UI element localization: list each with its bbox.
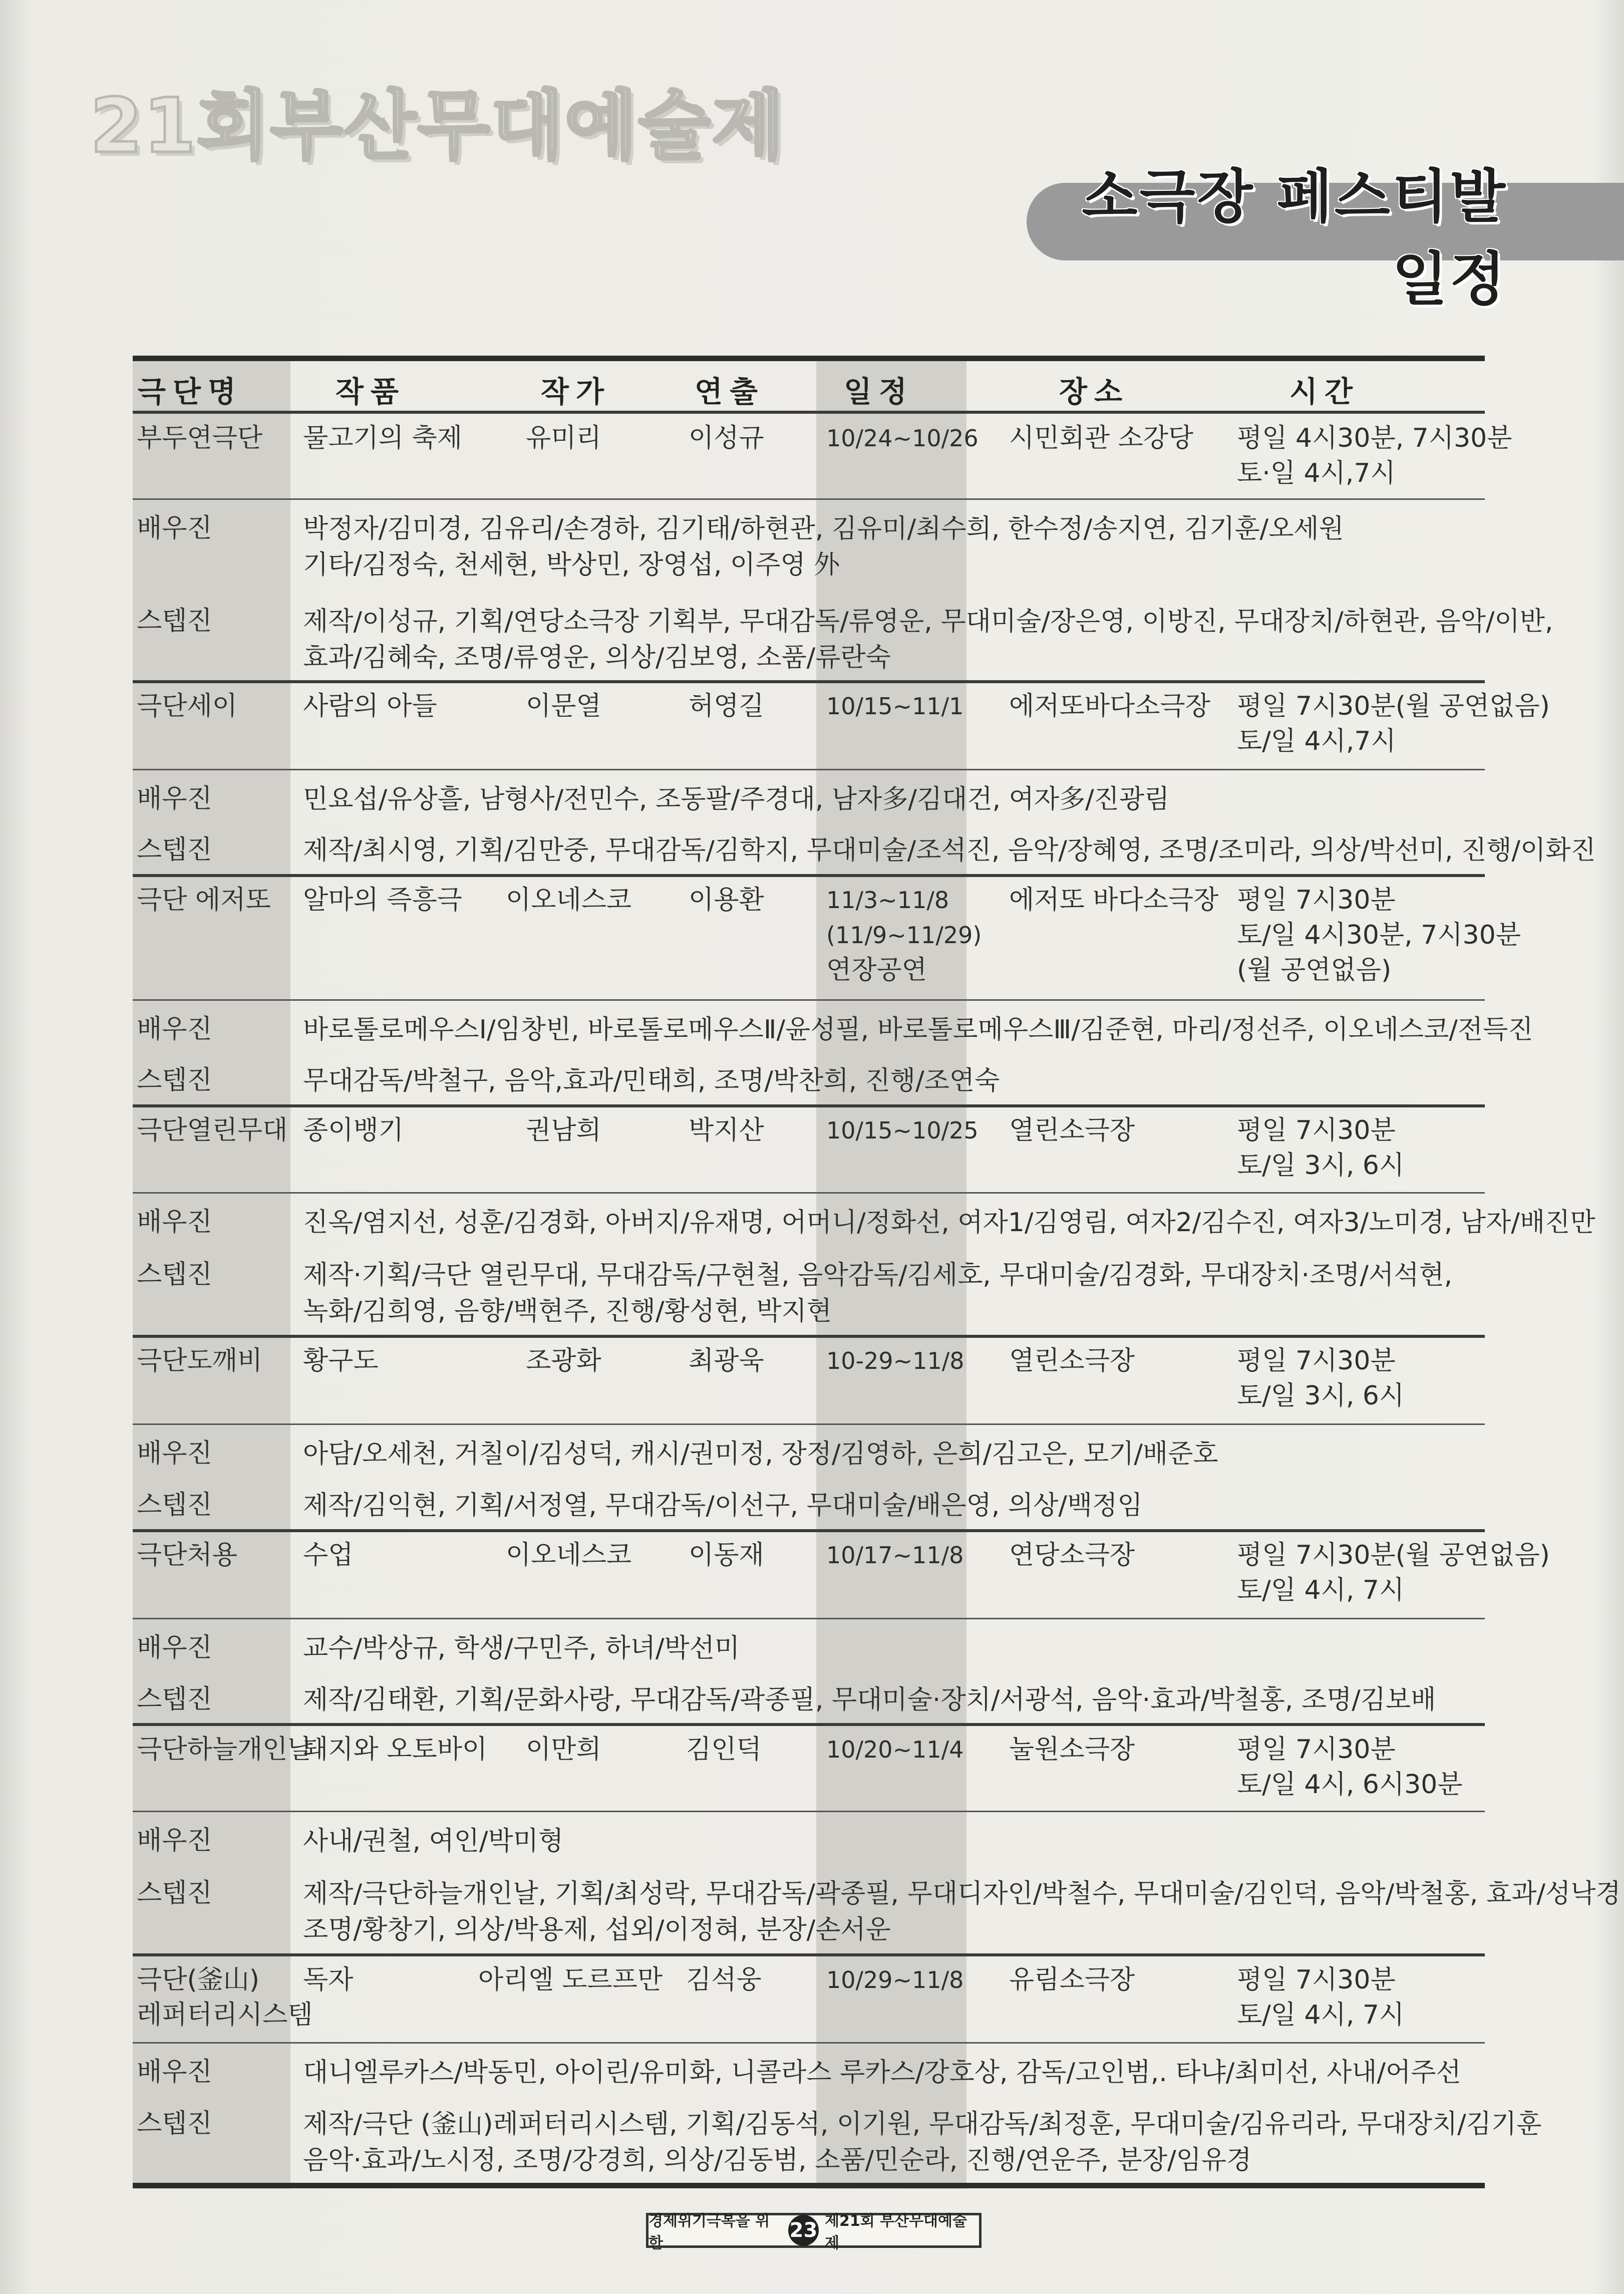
director-name: 김석웅: [686, 1965, 762, 1995]
staff-label: 스텝진: [137, 1260, 212, 1290]
time-line: 토/일 3시, 6시: [1237, 1151, 1405, 1181]
director-name: 이동재: [689, 1540, 764, 1570]
staff-line: 녹화/김희영, 음향/백현주, 진행/황성현, 박지현: [303, 1296, 832, 1326]
work-title: 독자: [303, 1965, 354, 1995]
troupe-name: 극단(釜山): [137, 1965, 260, 1995]
row-divider: [133, 1423, 1485, 1425]
writer-name: 이오네스코: [506, 1540, 632, 1570]
time-line: 평일 7시30분: [1237, 885, 1396, 915]
row-divider: [133, 999, 1485, 1001]
staff-line: 제작/최시영, 기획/김만중, 무대감독/김학지, 무대미술/조석진, 음악/장혜영, 조명/조미라, 의상/박선미, 진행/이화진: [303, 835, 1596, 866]
festival-header: 21회부산무대예술제: [90, 83, 785, 170]
entry-divider: [133, 1953, 1485, 1956]
time-line: 평일 7시30분: [1237, 1346, 1396, 1376]
entry-divider: [133, 1104, 1485, 1107]
work-title: 종이뱅기: [303, 1115, 404, 1145]
cast-line: 교수/박상규, 학생/구민주, 하녀/박선미: [303, 1633, 740, 1663]
time-line: 토/일 4시, 6시30분: [1237, 1770, 1463, 1800]
staff-line: 제작/김태환, 기획/문화사랑, 무대감독/곽종필, 무대미술·장치/서광석, 음악·효과/박철홍, 조명/김보배: [303, 1685, 1436, 1715]
date-range: (11/9~11/29): [826, 922, 982, 949]
cast-label: 배우진: [137, 1207, 212, 1237]
entry-divider: [133, 1723, 1485, 1726]
time-line: 토·일 4시,7시: [1237, 458, 1396, 488]
venue-name: 눌원소극장: [1009, 1735, 1135, 1765]
date-range: 11/3~11/8: [826, 887, 949, 914]
time-line: 토/일 4시,7시: [1237, 726, 1396, 756]
staff-label: 스텝진: [137, 835, 212, 865]
date-range: 10-29~11/8: [826, 1347, 964, 1374]
cast-line: 진옥/염지선, 성훈/김경화, 아버지/유재명, 어머니/정화선, 여자1/김영림, 여자2/김수진, 여자3/노미경, 남자/배진만: [303, 1208, 1595, 1238]
venue-name: 열린소극장: [1009, 1346, 1135, 1376]
cast-line: 바로톨로메우스Ⅰ/임창빈, 바로톨로메우스Ⅱ/윤성필, 바로톨로메우스Ⅲ/김준현, 마리/정선주, 이오네스코/전득진: [303, 1015, 1533, 1045]
troupe-name: 극단세이: [137, 691, 237, 721]
cast-line: 아담/오세천, 거칠이/김성덕, 캐시/권미정, 장정/김영하, 은희/김고은, 모기/배준호: [303, 1439, 1218, 1469]
date-range: 10/15~10/25: [826, 1117, 979, 1144]
writer-name: 아리엘 도르프만: [478, 1965, 663, 1995]
footer-left-text: 경제위기극복을 위한: [648, 2212, 770, 2252]
troupe-name: 극단 에저또: [137, 885, 271, 915]
director-name: 최광욱: [689, 1346, 764, 1376]
time-line: 평일 7시30분(월 공연없음): [1237, 691, 1550, 721]
troupe-name: 부두연극단: [137, 423, 263, 453]
cast-line: 민요섭/유상흘, 남형사/전민수, 조동팔/주경대, 남자多/김대건, 여자多/진광림: [303, 784, 1170, 814]
staff-line: 음악·효과/노시정, 조명/강경희, 의상/김동범, 소품/민순라, 진행/연운주, 분장/임유경: [303, 2145, 1252, 2175]
work-title: 황구도: [303, 1346, 379, 1376]
director-name: 박지산: [689, 1115, 764, 1145]
staff-label: 스텝진: [137, 2109, 212, 2139]
venue-name: 연당소극장: [1009, 1540, 1135, 1570]
header-director: 연출: [695, 375, 765, 409]
troupe-name: 극단하늘개인날: [137, 1735, 313, 1765]
date-range: 10/17~11/8: [826, 1542, 964, 1569]
venue-name: 에저또 바다소극장: [1009, 885, 1219, 915]
director-name: 이성규: [689, 423, 764, 453]
staff-label: 스텝진: [137, 1490, 212, 1520]
header-writer: 작가: [541, 375, 611, 409]
staff-line: 제작/김익현, 기획/서정열, 무대감독/이선구, 무대미술/배은영, 의상/백정임: [303, 1491, 1143, 1521]
staff-line: 제작/극단하늘개인날, 기획/최성락, 무대감독/곽종필, 무대디자인/박철수, 무대미술/김인덕, 음악/박철홍, 효과/성낙경: [303, 1879, 1621, 1909]
header-work: 작품: [336, 375, 406, 409]
cast-label: 배우진: [137, 1826, 212, 1856]
staff-line: 효과/김혜숙, 조명/류영운, 의상/김보영, 소품/류란숙: [303, 643, 891, 673]
time-line: (월 공연없음): [1237, 955, 1392, 985]
time-line: 토/일 4시, 7시: [1237, 1575, 1405, 1605]
staff-label: 스텝진: [137, 606, 212, 636]
time-line: 평일 4시30분, 7시30분: [1237, 423, 1512, 453]
troupe-name: 극단처용: [137, 1540, 237, 1570]
staff-line: 조명/황창기, 의상/박용제, 섭외/이정혀, 분장/손서운: [303, 1915, 891, 1945]
row-divider: [133, 769, 1485, 770]
header-time: 시간: [1289, 375, 1360, 409]
table-bottom-rule: [133, 2183, 1485, 2188]
staff-line: 무대감독/박철구, 음악,효과/민태희, 조명/박찬희, 진행/조연숙: [303, 1066, 1000, 1096]
time-line: 토/일 3시, 6시: [1237, 1381, 1405, 1411]
header-bottom-rule: [133, 411, 1485, 414]
staff-label: 스텝진: [137, 1684, 212, 1714]
time-line: 토/일 4시, 7시: [1237, 2000, 1405, 2030]
date-range: 10/20~11/4: [826, 1736, 964, 1763]
time-line: 평일 7시30분: [1237, 1115, 1396, 1145]
venue-name: 유림소극장: [1009, 1965, 1135, 1995]
entry-divider: [133, 680, 1485, 683]
date-note: 연장공연: [826, 955, 927, 985]
cast-label: 배우진: [137, 1014, 212, 1044]
entry-divider: [133, 1529, 1485, 1532]
page-footer: [646, 2212, 982, 2252]
cast-label: 배우진: [137, 2057, 212, 2087]
cast-line: 박정자/김미경, 김유리/손경하, 김기태/하현관, 김유미/최수희, 한수정/송지연, 김기훈/오세원: [303, 514, 1344, 544]
writer-name: 유미리: [526, 423, 601, 453]
venue-name: 시민회관 소강당: [1009, 423, 1194, 453]
troupe-name: 극단도깨비: [137, 1346, 263, 1376]
time-line: 평일 7시30분(월 공연없음): [1237, 1540, 1550, 1570]
page-number: 23: [788, 2215, 819, 2246]
staff-label: 스텝진: [137, 1878, 212, 1908]
director-name: 김인덕: [686, 1735, 762, 1765]
writer-name: 권남희: [526, 1115, 601, 1145]
director-name: 허영길: [689, 691, 764, 721]
date-range: 10/29~11/8: [826, 1966, 964, 1993]
cast-line: 기타/김정숙, 천세현, 박상민, 장영섭, 이주영 外: [303, 550, 840, 580]
entry-divider: [133, 874, 1485, 877]
cast-label: 배우진: [137, 784, 212, 814]
time-line: 평일 7시30분: [1237, 1965, 1396, 1995]
header-venue: 장소: [1059, 375, 1130, 409]
time-line: 토/일 4시30분, 7시30분: [1237, 920, 1521, 950]
writer-name: 이문열: [526, 691, 601, 721]
entry-divider: [133, 1335, 1485, 1338]
writer-name: 조광화: [526, 1346, 601, 1376]
work-title: 사람의 아들: [303, 691, 437, 721]
writer-name: 이만희: [526, 1735, 601, 1765]
director-name: 이용환: [689, 885, 764, 915]
row-divider: [133, 1192, 1485, 1194]
staff-line: 제작·기획/극단 열린무대, 무대감독/구현철, 음악감독/김세호, 무대미술/김경화, 무대장치·조명/서석현,: [303, 1260, 1453, 1290]
work-title: 돼지와 오토바이: [303, 1735, 488, 1765]
work-title: 물고기의 축제: [303, 423, 462, 453]
troupe-name: 극단열린무대: [137, 1115, 288, 1145]
troupe-name-line2: 레퍼터리시스템: [137, 2000, 313, 2030]
staff-label: 스텝진: [137, 1065, 212, 1095]
cast-label: 배우진: [137, 1633, 212, 1663]
schedule-table: [133, 356, 1621, 2189]
date-range: 10/15~11/1: [826, 693, 964, 720]
row-divider: [133, 498, 1485, 500]
footer-right-text: 제21회 부산무대예술제: [824, 2212, 967, 2252]
cast-label: 배우진: [137, 513, 212, 543]
writer-name: 이오네스코: [506, 885, 632, 915]
cast-line: 대니엘루카스/박동민, 아이린/유미화, 니콜라스 루카스/강호상, 감독/고인범,. 타냐/최미선, 사내/어주선: [303, 2058, 1461, 2088]
section-title: 소극장 페스티발 일정: [1082, 163, 1507, 313]
header-troupe: 극단명: [138, 375, 243, 409]
time-line: 평일 7시30분: [1237, 1735, 1396, 1765]
staff-line: 제작/극단 (釜山)레퍼터리시스템, 기획/김동석, 이기원, 무대감독/최정훈, 무대미술/김유리라, 무대장치/김기훈: [303, 2109, 1542, 2139]
staff-line: 제작/이성규, 기획/연당소극장 기획부, 무대감독/류영운, 무대미술/장은영, 이방진, 무대장치/하현관, 음악/이반,: [303, 607, 1553, 637]
table-top-rule: [133, 356, 1485, 361]
header-dates: 일정: [844, 375, 914, 409]
row-divider: [133, 1811, 1485, 1812]
cast-line: 사내/권철, 여인/박미형: [303, 1826, 564, 1856]
work-title: 알마의 즉흥극: [303, 885, 462, 915]
row-divider: [133, 1618, 1485, 1619]
venue-name: 열린소극장: [1009, 1115, 1135, 1145]
date-range: 10/24~10/26: [826, 425, 979, 452]
cast-label: 배우진: [137, 1439, 212, 1469]
venue-name: 에저또바다소극장: [1009, 691, 1210, 721]
work-title: 수업: [303, 1540, 354, 1570]
row-divider: [133, 2042, 1485, 2044]
